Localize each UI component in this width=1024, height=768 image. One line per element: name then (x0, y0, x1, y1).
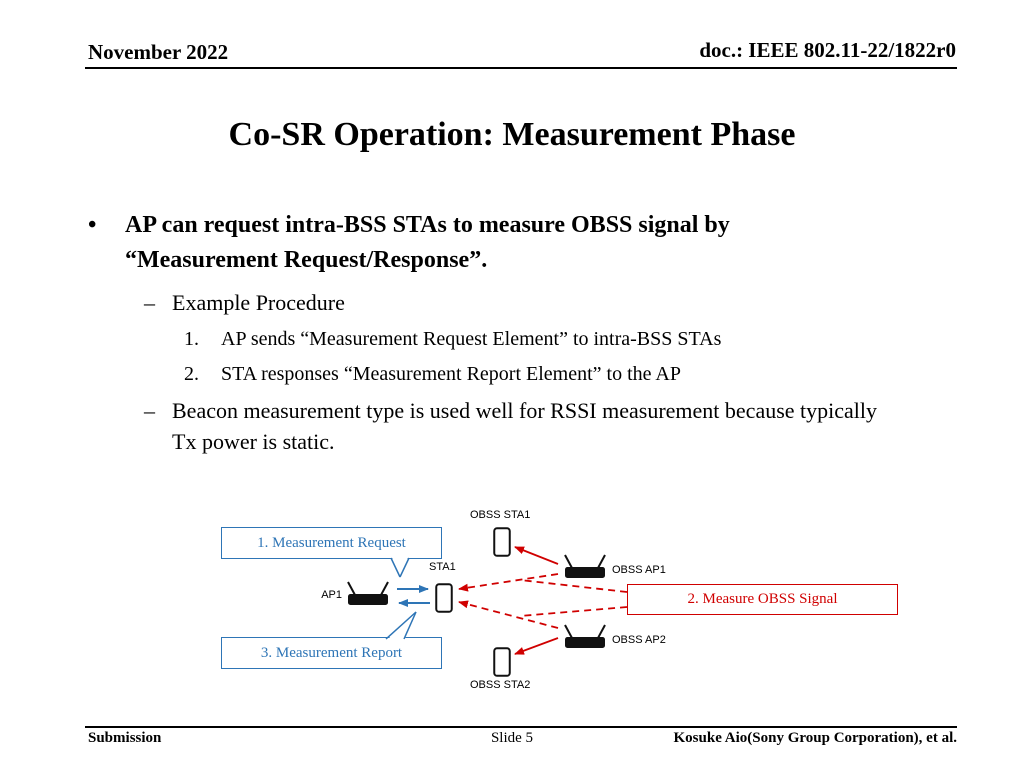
phone-icon (435, 583, 453, 613)
step-2 (184, 361, 933, 388)
callout-measure-obss-signal (627, 584, 898, 615)
sub-bullet-beacon-text: Beacon measurement type is used well for RSSI measurement because typically Tx power is static. (172, 398, 878, 455)
bullet-icon: • (88, 212, 97, 238)
dash-icon: – (144, 398, 155, 424)
ap1-label: AP1 (321, 589, 342, 601)
obss-sta1-label: OBSS STA1 (470, 509, 531, 521)
router-icon (345, 578, 391, 608)
router-icon (562, 551, 608, 581)
ap1-device (345, 578, 391, 608)
footer-slide-number: Slide 5 (490, 730, 534, 746)
obss-ap2-device (562, 621, 608, 651)
callout-measure-obss-signal-text: 2. Measure OBSS Signal (687, 591, 838, 607)
obss-ap1-device (562, 551, 608, 581)
sub-bullet-beacon (144, 396, 933, 458)
obss-sta2-label: OBSS STA2 (470, 679, 531, 691)
sta1-label: STA1 (429, 561, 456, 573)
sub-bullet-example-procedure (144, 288, 933, 319)
bullet-main (88, 208, 933, 278)
dash-icon: – (144, 289, 155, 315)
header-doc-number: doc.: IEEE 802.11-22/1822r0 (699, 38, 956, 62)
step-1 (184, 326, 933, 353)
phone-icon (493, 527, 511, 557)
obss-sta1-device (493, 527, 511, 557)
step-1-text: AP sends “Measurement Request Element” to intra-BSS STAs (221, 328, 722, 351)
obss-ap1-label: OBSS AP1 (612, 564, 666, 576)
step-1-number: 1. (184, 328, 199, 351)
callout-measurement-report-text: 3. Measurement Report (260, 644, 403, 661)
sub-bullet-example-text: Example Procedure (172, 289, 345, 315)
obss-sta2-device (493, 647, 511, 677)
footer-authors: Kosuke Aio(Sony Group Corporation), et al. (673, 730, 957, 746)
obss-ap2-label: OBSS AP2 (612, 634, 666, 646)
callout-measurement-report (221, 637, 442, 669)
footer-submission: Submission (88, 730, 162, 746)
footer-divider (85, 726, 957, 728)
header-divider (85, 67, 957, 69)
step-2-text: STA responses “Measurement Report Element” to the AP (221, 363, 681, 386)
callout-measurement-request-text: 1. Measurement Request (257, 534, 406, 551)
router-icon (562, 621, 608, 651)
slide-title: Co-SR Operation: Measurement Phase (228, 116, 796, 153)
sta1-device (435, 583, 453, 613)
header-date: November 2022 (88, 40, 229, 64)
callout-measurement-request (221, 527, 442, 559)
phone-icon (493, 647, 511, 677)
slide-body (88, 208, 933, 466)
step-2-number: 2. (184, 363, 199, 386)
bullet-main-text: AP can request intra-BSS STAs to measure OBSS signal by “Measurement Request/Response”. (125, 212, 730, 273)
